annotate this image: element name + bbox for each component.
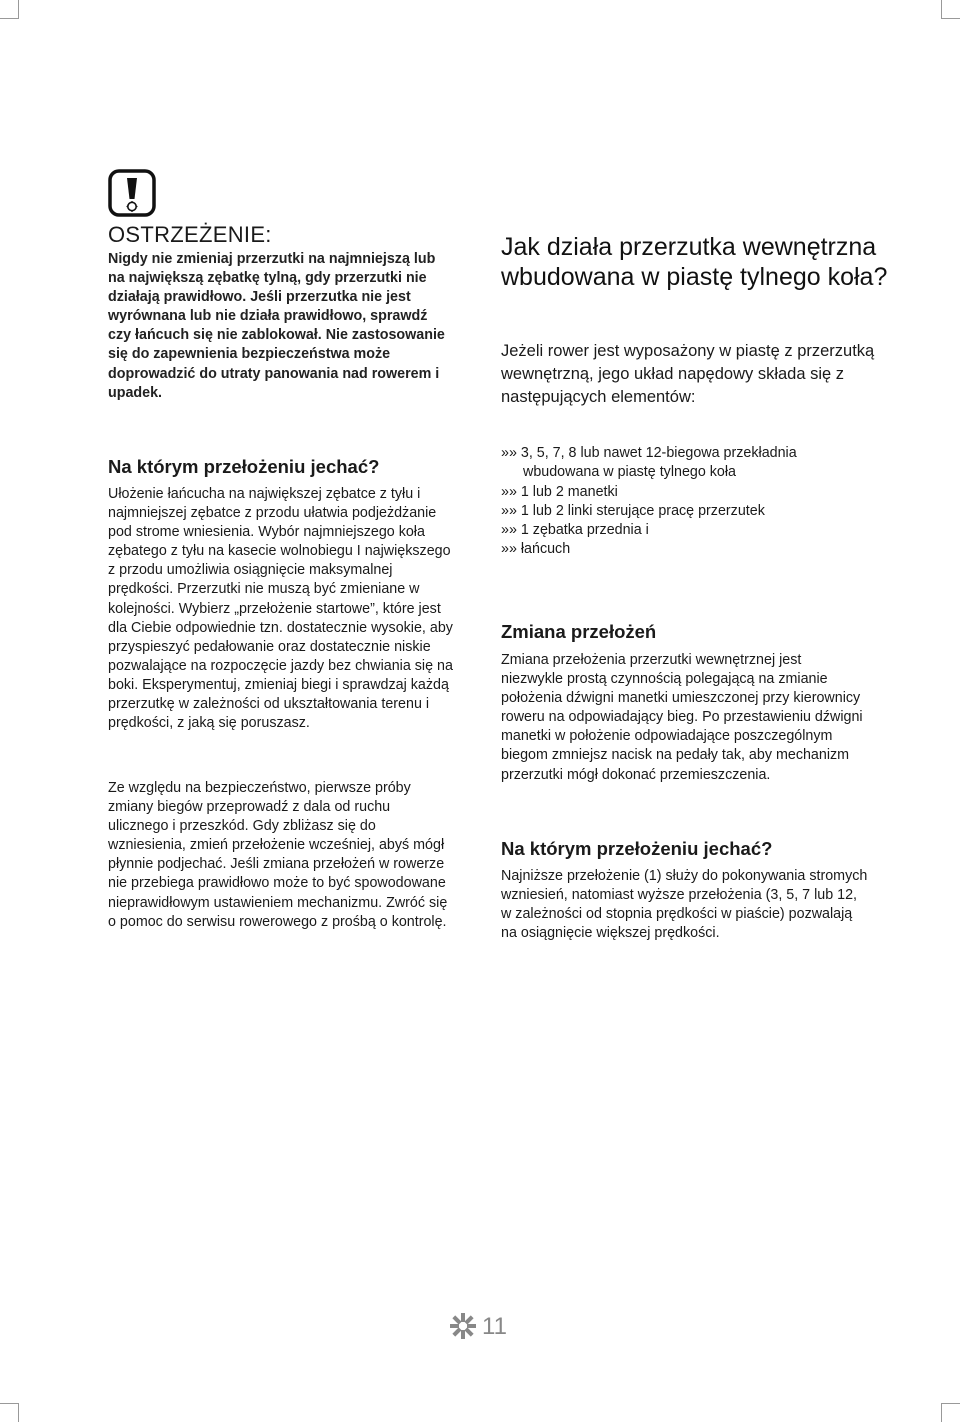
list-item: »» 3, 5, 7, 8 lub nawet 12-biegowa przekładnia bbox=[501, 445, 797, 461]
page-number: 11 bbox=[482, 1313, 507, 1340]
paragraph-safety: Ze względu na bezpieczeństwo, pierwsze próby zmiany biegów przeprowadź z dala od ruchu ulicznego i przeszkód. Gdy zbliżasz się do wzniesienia, zmień przełożenie wcześniej, abyś mógł płynnie podjechać. Jeśli zmiana przełożeń w rowerze nie przebiega prawidłowo może to być spowodowane nieprawidłowym ustawieniem mechanizmu. Zwróć się o pomoc do serwisu rowerowego z prośbą o kontrolę. bbox=[108, 780, 448, 930]
paragraph-hub-gears: Najniższe przełożenie (1) służy do pokonywania stromych wzniesień, natomiast wyższe przełożenia (3, 5, 7 lub 12, w zależności od stopnia prędkości w piaście) pozwalają na osiągnięcie większej prędkości. bbox=[501, 868, 868, 942]
list-item-continuation: wbudowana w piastę tylnego koła bbox=[523, 464, 737, 481]
warning-text: Nigdy nie zmieniaj przerzutki na najmniejszą lub na największą zębatkę tylną, gdy przerzutki nie działają prawidłowo. Jeśli przerzutka nie jest wyrównana lub nie działa prawidłowo, sprawdź czy łańcuch się nie zablokował. Nie zastosowanie się do zapewnienia bezpieczeństwa może doprowadzić do utraty panowania nad rowerem i upadek. bbox=[108, 251, 445, 401]
crop-mark-bottom-left bbox=[0, 1403, 19, 1422]
list-item: »» łańcuch bbox=[501, 541, 571, 558]
paragraph-gear-change: Zmiana przełożenia przerzutki wewnętrznej jest niezwykle prostą czynnością polegającą na zmianie położenia dźwigni manetki umieszczonej przy kierownicy roweru na odpowiadający bieg. Po przestawieniu dźwigni manetki w położenie odpowiadające poszczególnym biegom zmniejsz nacisk na pedały tak, aby mechanizm przerzutki mógł dokonać przemieszczenia. bbox=[501, 652, 863, 783]
paragraph-gear-choice: Ułożenie łańcucha na największej zębatce z tyłu i najmniejszej zębatce z przodu ułatwia podjeżdżanie pod strome wniesienia. Wybór najmniejszego koła zębatego z tyłu na kasecie wolnobiegu I największego z przodu umożliwia osiągnięcie maksymalnej prędkości. Przerzutki nie muszą być zmieniane w kolejności. Wybierz „przełożenie startowe”, które jest dla Ciebie odpowiednie tzn. dostatecznie wysokie, aby przyspieszyć pedałowanie oraz dostatecznie niskie pozwalające na rozpoczęcie jazdy bez chwiania się na boki. Eksperymentuj, zmieniaj biegi i sprawdzaj każdą przerzutkę w zależności od ukształtowania terenu i prędkości, z jaką się poruszasz. bbox=[108, 486, 453, 732]
crop-mark-top-left bbox=[0, 0, 19, 19]
list-item: »» 1 lub 2 manetki bbox=[501, 483, 618, 500]
hub-gear-heading: Jak działa przerzutka wewnętrzna wbudowana w piastę tylnego koła? bbox=[501, 233, 888, 291]
list-item: »» 1 lub 2 linki sterujące pracę przerzutek bbox=[501, 502, 765, 519]
warning-title: OSTRZEŻENIE: bbox=[108, 222, 272, 247]
components-list bbox=[501, 444, 901, 560]
crop-mark-bottom-right bbox=[941, 1403, 960, 1422]
crop-mark-top-right bbox=[941, 0, 960, 19]
list-item: »» 1 zębatka przednia i bbox=[501, 522, 649, 539]
exclamation-warning-icon bbox=[108, 169, 156, 217]
section-heading-which-gear: Na którym przełożeniu jechać? bbox=[108, 456, 380, 477]
section-heading-which-gear-hub: Na którym przełożeniu jechać? bbox=[501, 838, 773, 859]
section-heading-gear-change: Zmiana przełożeń bbox=[501, 621, 657, 642]
hub-gear-intro: Jeżeli rower jest wyposażony w piastę z przerzutką wewnętrzną, jego układ napędowy składa się z następujących elementów: bbox=[501, 342, 875, 406]
gear-logo-icon bbox=[450, 1313, 476, 1339]
